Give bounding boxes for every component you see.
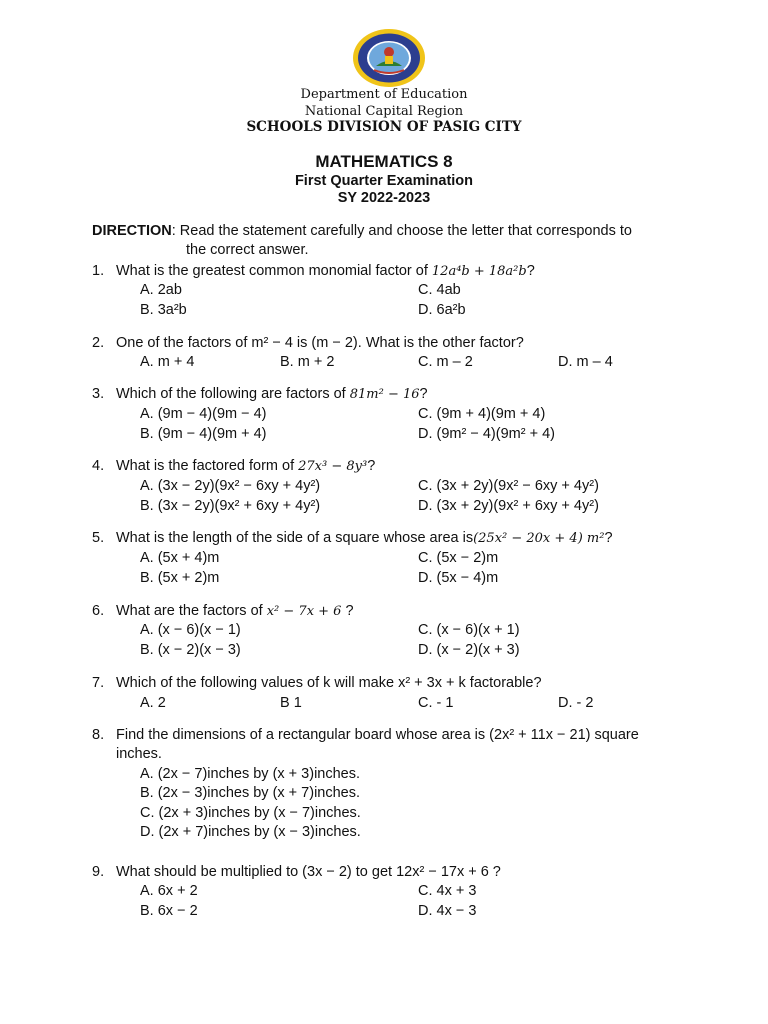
option-a[interactable]: A. (9m − 4)(9m − 4) — [140, 406, 267, 422]
region-name: National Capital Region — [304, 104, 464, 119]
question-number: 8. — [92, 727, 105, 743]
question-suffix: ? — [367, 458, 376, 474]
question-text — [116, 529, 613, 548]
option-b[interactable]: B. 6x − 2 — [140, 903, 198, 919]
question-prefix: What is the greatest common monomial factor of — [116, 263, 432, 279]
direction-label: DIRECTION — [92, 223, 172, 239]
option-b[interactable]: B 1 — [280, 695, 302, 711]
question-text — [116, 262, 535, 281]
question-number: 6. — [92, 603, 105, 619]
option-a[interactable]: A. 6x + 2 — [140, 883, 198, 899]
option-c[interactable]: C. 4ab — [418, 282, 461, 298]
question-number: 4. — [92, 458, 105, 474]
option-c[interactable]: C. (3x + 2y)(9x² − 6xy + 4y²) — [418, 478, 599, 494]
option-b[interactable]: B. (2x − 3)inches by (x + 7)inches. — [140, 785, 361, 801]
question-text — [116, 602, 354, 621]
option-b[interactable]: B. 3a²b — [140, 302, 187, 318]
deped-seal-logo — [352, 28, 426, 88]
question-prefix: What is the factored form of — [116, 458, 299, 474]
subject-title: MATHEMATICS 8 — [315, 152, 453, 171]
option-d[interactable]: D. (x − 2)(x + 3) — [418, 642, 520, 658]
option-a[interactable]: A. 2 — [140, 695, 166, 711]
question-number: 2. — [92, 335, 105, 351]
option-c[interactable]: C. - 1 — [418, 695, 454, 711]
division-name: SCHOOLS DIVISION OF PASIG CITY — [246, 119, 522, 135]
option-d[interactable]: D. - 2 — [558, 695, 594, 711]
option-a[interactable]: A. (3x − 2y)(9x² − 6xy + 4y²) — [140, 478, 321, 494]
direction-text: : Read the statement carefully and choose the letter that corresponds to — [171, 223, 632, 239]
option-d[interactable]: D. 6a²b — [418, 302, 466, 318]
option-d[interactable]: D. (9m² − 4)(9m² + 4) — [418, 426, 555, 442]
option-c[interactable]: C. (2x + 3)inches by (x − 7)inches. — [140, 805, 361, 821]
option-b[interactable]: B. (9m − 4)(9m + 4) — [140, 426, 267, 442]
math-expression: 27x³ − 8y³ — [298, 459, 368, 474]
school-year: SY 2022-2023 — [337, 190, 431, 206]
option-c[interactable]: C. (5x − 2)m — [418, 550, 499, 566]
question-number: 7. — [92, 675, 105, 691]
option-a[interactable]: A. m + 4 — [140, 354, 195, 370]
question-number: 9. — [92, 864, 105, 880]
direction-block — [92, 222, 682, 260]
option-d[interactable]: D. (2x + 7)inches by (x − 3)inches. — [140, 824, 361, 840]
option-b[interactable]: B. (3x − 2y)(9x² + 6xy + 4y²) — [140, 498, 321, 514]
question-text: Which of the following values of k will make x² + 3x + k factorable? — [116, 675, 542, 691]
option-d[interactable]: D. (5x − 4)m — [418, 570, 499, 586]
question-suffix: ? — [526, 263, 535, 279]
question-prefix: Which of the following are factors of — [116, 386, 350, 402]
option-b[interactable]: B. m + 2 — [280, 354, 335, 370]
question-number: 3. — [92, 386, 105, 402]
question-suffix: ? — [341, 603, 354, 619]
math-expression: (25x² − 20x + 4) m² — [473, 531, 605, 546]
option-d[interactable]: D. m – 4 — [558, 354, 613, 370]
option-a[interactable]: A. (5x + 4)m — [140, 550, 220, 566]
exam-title: First Quarter Examination — [294, 173, 474, 189]
option-b[interactable]: B. (5x + 2)m — [140, 570, 220, 586]
math-expression: x² − 7x + 6 — [266, 604, 342, 619]
option-c[interactable]: C. (x − 6)(x + 1) — [418, 622, 520, 638]
math-expression: 81m² − 16 — [349, 387, 420, 402]
question-number: 1. — [92, 263, 105, 279]
question-prefix: What are the factors of — [116, 603, 267, 619]
question-suffix: ? — [419, 386, 428, 402]
option-a[interactable]: A. (x − 6)(x − 1) — [140, 622, 241, 638]
question-text — [116, 457, 375, 476]
question-number: 5. — [92, 530, 105, 546]
math-expression: 12a⁴b + 18a²b — [431, 264, 527, 279]
question-text: Find the dimensions of a rectangular board whose area is (2x² + 11x − 21) square inches. — [116, 727, 639, 762]
option-a[interactable]: A. (2x − 7)inches by (x + 3)inches. — [140, 766, 361, 782]
question-prefix: What is the length of the side of a square whose area is — [116, 530, 474, 546]
option-d[interactable]: D. 4x − 3 — [418, 903, 477, 919]
question-text: One of the factors of m² − 4 is (m − 2). What is the other factor? — [116, 335, 524, 351]
option-d[interactable]: D. (3x + 2y)(9x² + 6xy + 4y²) — [418, 498, 599, 514]
option-b[interactable]: B. (x − 2)(x − 3) — [140, 642, 241, 658]
option-c[interactable]: C. m – 2 — [418, 354, 473, 370]
question-text — [116, 385, 428, 404]
question-text: What should be multiplied to (3x − 2) to get 12x² − 17x + 6 ? — [116, 864, 501, 880]
option-a[interactable]: A. 2ab — [140, 282, 182, 298]
option-c[interactable]: C. 4x + 3 — [418, 883, 477, 899]
department-name: Department of Education — [300, 87, 468, 102]
question-suffix: ? — [604, 530, 613, 546]
direction-text-continued: the correct answer. — [186, 242, 309, 258]
option-c[interactable]: C. (9m + 4)(9m + 4) — [418, 406, 546, 422]
